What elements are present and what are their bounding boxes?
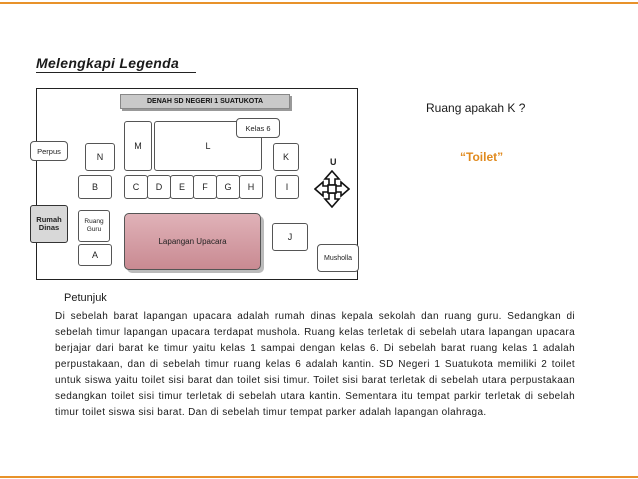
petunjuk-paragraph: Di sebelah barat lapangan upacara adalah rumah dinas kepala sekolah dan ruang guru. Sedangkan di sebelah timur lapangan upacara terdapat mushola. Ruang kelas terletak di sebelah utara lapangan upacara berjajar dari barat ke timur yaitu kelas 1 sampai dengan kelas 6. Di sebelah barat ruang kelas 1 adalah perpustakaan, dan di sebelah timur ruang kelas 6 adalah kantin. SD Negeri 1 Suatukota memiliki 2 toilet untuk siswa yaitu toilet sisi barat dan toilet sisi timur. Toilet sisi barat terletak di sebelah utara perpustakaan sedangkan toilet sisi timur terletak di sebelah utara kantin. Sementara itu tempat parkir terletak di sebelah timur toilet siswa sisi barat. Dan di sebelah timur tempat parker adalah lapangan olahraga. <box>55 311 575 418</box>
room-l: L <box>154 121 262 171</box>
room-g: G <box>216 175 240 199</box>
callout-kelas6: Kelas 6 <box>236 118 280 138</box>
callout-musholla: Musholla <box>317 244 359 272</box>
room-c: C <box>124 175 148 199</box>
room-n: N <box>85 143 115 171</box>
room-e: E <box>170 175 194 199</box>
slide-title: Melengkapi Legenda <box>36 55 180 71</box>
room-i: I <box>275 175 299 199</box>
callout-rumah-dinas: Rumah Dinas <box>30 205 68 243</box>
map-banner: DENAH SD NEGERI 1 SUATUKOTA <box>120 94 290 109</box>
room-b: B <box>78 175 112 199</box>
room-d: D <box>147 175 171 199</box>
compass-north-label: U <box>330 157 337 167</box>
room-k: K <box>273 143 299 171</box>
room-f: F <box>193 175 217 199</box>
answer-text: “Toilet” <box>460 150 504 164</box>
top-accent-bar <box>0 2 638 4</box>
question-text: Ruang apakah K ? <box>426 101 526 115</box>
callout-perpus: Perpus <box>30 141 68 161</box>
room-m: M <box>124 121 152 171</box>
compass-icon <box>314 170 350 208</box>
title-underline <box>36 72 196 73</box>
lapangan-upacara: Lapangan Upacara <box>124 213 261 270</box>
room-ruang-guru: Ruang Guru <box>78 210 110 242</box>
bottom-accent-bar <box>0 476 638 478</box>
room-h: H <box>239 175 263 199</box>
petunjuk-title: Petunjuk <box>64 292 107 304</box>
room-j: J <box>272 223 308 251</box>
room-a: A <box>78 244 112 266</box>
